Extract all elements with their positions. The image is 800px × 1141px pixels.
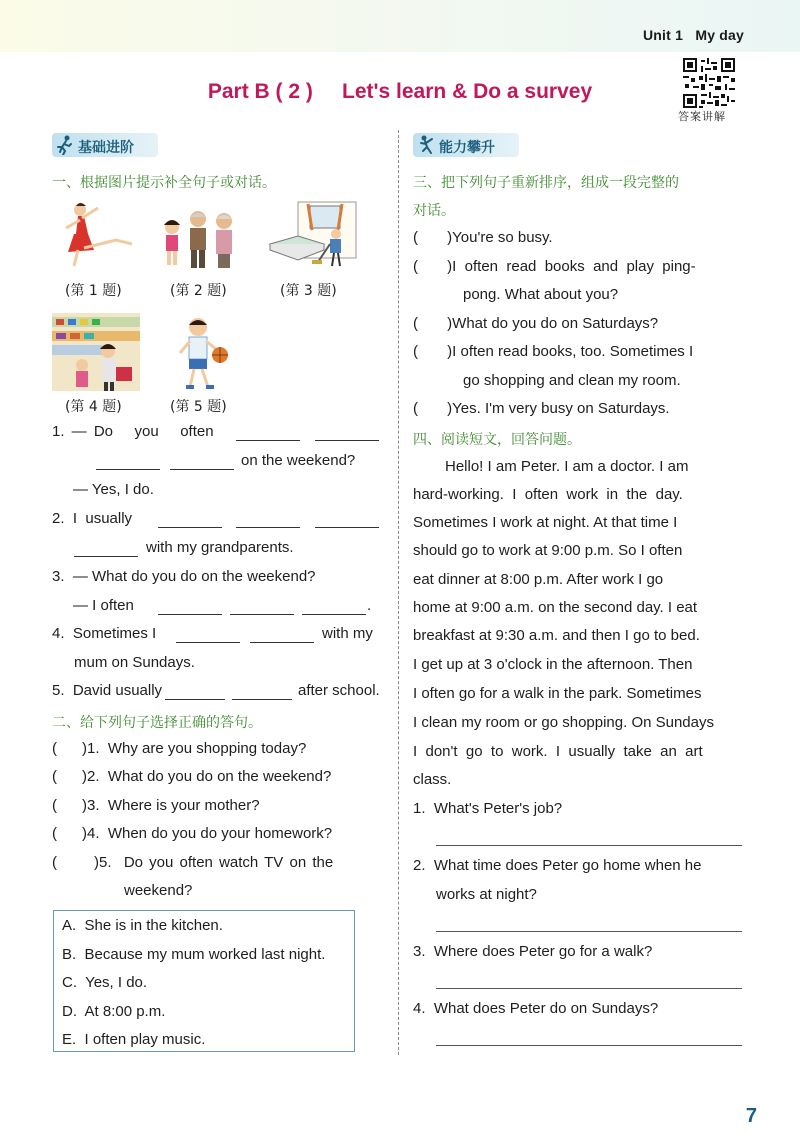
dancer-picture [58, 200, 138, 268]
section-1-heading: 一、根据图片提示补全句子或对话。 [52, 175, 276, 191]
match-item-1: ( )1. Why are you shopping today? [52, 740, 307, 757]
order-item-2: ( )I often read books and play ping- [413, 258, 696, 275]
passage-line-8: I get up at 3 o'clock in the afternoon. Then [413, 656, 693, 673]
reading-question-1: 1. What's Peter's job? [413, 800, 563, 817]
page-number: 7 [745, 1105, 757, 1127]
q3-prefix: — I often [73, 597, 134, 614]
answer-line-2[interactable] [436, 931, 742, 932]
q5-prefix: 5. David usually [52, 682, 163, 699]
qr-code-icon[interactable] [683, 58, 735, 108]
reading-question-2: 2. What time does Peter go home when he [413, 857, 702, 874]
passage-line-6: home at 9:00 a.m. on the second day. I eat [413, 599, 698, 616]
q4-blank-2[interactable] [250, 628, 314, 643]
reading-question-4: 4. What does Peter do on Sundays? [413, 1000, 659, 1017]
q2-blank-3[interactable] [315, 513, 379, 528]
option-b: B. Because my mum worked last night. [62, 946, 326, 963]
section-2-heading: 二、给下列句子选择正确的答句。 [52, 715, 262, 731]
order-item-3: ( )What do you do on Saturdays? [413, 315, 659, 332]
badge-advanced [413, 133, 519, 157]
caption-q5: (第 5 题) [170, 399, 227, 415]
order-item-4: ( )I often read books, too. Sometimes I [413, 343, 694, 360]
q1-blank-3[interactable] [96, 455, 160, 470]
basketball-picture [172, 315, 234, 391]
match-item-4: ( )4. When do you do your homework? [52, 825, 333, 842]
passage-line-1: Hello! I am Peter. I am a doctor. I am [445, 458, 689, 475]
order-item-4-cont: go shopping and clean my room. [463, 372, 681, 389]
q4-prefix: 4. Sometimes I [52, 625, 157, 642]
q2-blank-1[interactable] [158, 513, 222, 528]
q1-blank-1[interactable] [236, 426, 300, 441]
header-band [0, 0, 800, 52]
q4-suffix: with my [322, 625, 373, 642]
q3-blank-3[interactable] [302, 600, 366, 615]
column-divider [398, 130, 399, 1055]
caption-q3: (第 3 题) [280, 283, 337, 299]
page-title: Part B ( 2 ) Let's learn & Do a survey [207, 80, 593, 103]
option-a: A. She is in the kitchen. [62, 917, 223, 934]
q4-line-b: mum on Sundays. [74, 654, 195, 671]
section-4-heading: 四、阅读短文，回答问题。 [413, 432, 581, 448]
order-item-5: ( )Yes. I'm very busy on Saturdays. [413, 400, 670, 417]
shopping-picture [52, 313, 140, 391]
q1-answer: — Yes, I do. [73, 481, 154, 498]
climber-icon [417, 135, 435, 155]
q2-blank-4[interactable] [74, 542, 138, 557]
order-item-1: ( )You're so busy. [413, 229, 553, 246]
caption-q2: (第 2 题) [170, 283, 227, 299]
answer-line-4[interactable] [436, 1045, 742, 1046]
q2-suffix: with my grandparents. [146, 539, 294, 556]
q3-blank-2[interactable] [230, 600, 294, 615]
section-3-heading: 三、把下列句子重新排序，组成一段完整的 [413, 175, 679, 191]
q3-period: . [367, 597, 372, 614]
section-3-heading-cont: 对话。 [413, 203, 455, 219]
q3-question: 3. — What do you do on the weekend? [52, 568, 316, 585]
badge-basic-label: 基础进阶 [78, 140, 134, 156]
option-d: D. At 8:00 p.m. [62, 1003, 166, 1020]
passage-line-4: should go to work at 9:00 p.m. So I often [413, 542, 683, 559]
passage-line-5: eat dinner at 8:00 p.m. After work I go [413, 571, 664, 588]
q1-prefix: 1. — Do you often [52, 423, 214, 440]
q1-blank-4[interactable] [170, 455, 234, 470]
q2-blank-2[interactable] [236, 513, 300, 528]
reading-question-2-cont: works at night? [436, 886, 537, 903]
match-item-5-cont: weekend? [124, 882, 193, 899]
match-item-5: ( )5. Do you often watch TV on the [52, 854, 334, 871]
cleaning-room-picture [268, 198, 360, 270]
reading-question-3: 3. Where does Peter go for a walk? [413, 943, 653, 960]
q2-prefix: 2. I usually [52, 510, 133, 527]
passage-line-7: breakfast at 9:30 a.m. and then I go to bed. [413, 627, 700, 644]
q5-blank-2[interactable] [232, 685, 292, 700]
answer-line-3[interactable] [436, 988, 742, 989]
passage-line-10: I clean my room or go shopping. On Sundays [413, 714, 714, 731]
q4-blank-1[interactable] [176, 628, 240, 643]
qr-caption: 答案讲解 [678, 110, 726, 123]
passage-line-12: class. [413, 771, 452, 788]
q5-blank-1[interactable] [165, 685, 225, 700]
q1-line-a [52, 422, 214, 442]
grandparents-picture [158, 205, 244, 270]
option-e: E. I often play music. [62, 1031, 206, 1048]
unit-label: Unit 1 My day [642, 27, 744, 43]
q1-blank-2[interactable] [315, 426, 379, 441]
answer-line-1[interactable] [436, 845, 742, 846]
q5-suffix: after school. [298, 682, 380, 699]
order-item-2-cont: pong. What about you? [463, 286, 619, 303]
passage-line-11: I don't go to work. I usually take an art [413, 743, 703, 760]
passage-line-2: hard-working. I often work in the day. [413, 486, 683, 503]
runner-icon [56, 135, 74, 155]
match-item-2: ( )2. What do you do on the weekend? [52, 768, 332, 785]
caption-q1: (第 1 题) [65, 283, 122, 299]
passage-line-9: I often go for a walk in the park. Sometimes [413, 685, 702, 702]
match-item-3: ( )3. Where is your mother? [52, 797, 260, 814]
passage-line-3: Sometimes I work at night. At that time I [413, 514, 678, 531]
q3-blank-1[interactable] [158, 600, 222, 615]
badge-advanced-label: 能力攀升 [439, 140, 495, 156]
q1-suffix: on the weekend? [241, 452, 356, 469]
caption-q4: (第 4 题) [65, 399, 122, 415]
badge-basic [52, 133, 158, 157]
option-c: C. Yes, I do. [62, 974, 148, 991]
